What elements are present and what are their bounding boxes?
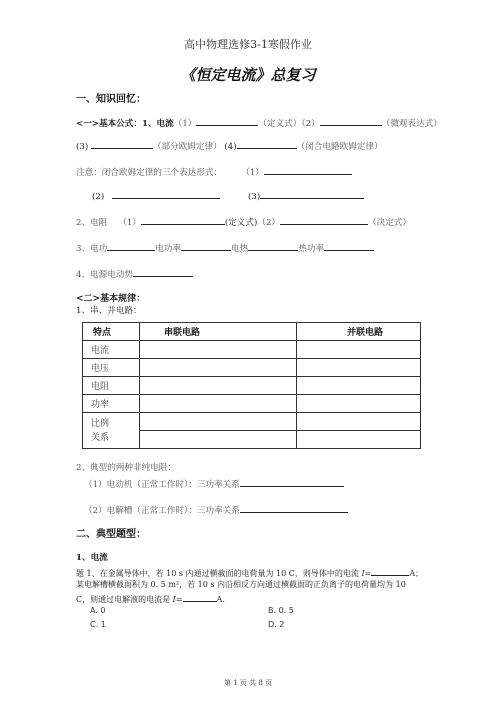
- motor-blank[interactable]: [240, 477, 344, 487]
- resistance-label: 2、电阻: [76, 218, 108, 228]
- cell-line: [84, 503, 348, 517]
- note-blank-3[interactable]: [260, 189, 364, 199]
- table-cell[interactable]: [297, 377, 421, 395]
- table-cell[interactable]: [297, 359, 421, 377]
- table-cell[interactable]: [140, 341, 297, 359]
- ratio-line-2: 关系: [91, 432, 110, 443]
- q1-text-a: 题 1、在金属导体中，若 10 s 内通过横截面的电荷量为 10 C，则导体中的电流: [76, 569, 359, 578]
- circuit-table: [82, 322, 421, 449]
- emf-label: 4、电源电动势: [76, 270, 134, 280]
- blank-2[interactable]: [320, 116, 382, 126]
- resistance-note-2: （决定式）: [368, 218, 411, 228]
- table-cell[interactable]: [297, 413, 421, 431]
- resistance-blank-2[interactable]: [280, 215, 368, 225]
- blank-4[interactable]: [237, 139, 297, 149]
- note-line: [76, 165, 352, 179]
- q1-text-c: C，则通过电解液的电流是: [76, 595, 171, 604]
- table-row: [83, 395, 421, 413]
- motor-label: （1）电动机（正常工作时）：三功率关系: [84, 480, 240, 490]
- note-line-2: [92, 189, 220, 203]
- blank-note-3: （部分欧姆定律）: [152, 142, 222, 152]
- table-cell[interactable]: [140, 431, 297, 449]
- nonpure-label: 2、典型的两种非纯电阻：: [76, 463, 176, 473]
- blank-note-2: （微观表达式）: [381, 119, 442, 129]
- col-header-feature: 特点: [83, 323, 140, 341]
- table-row: [83, 341, 421, 359]
- section-knowledge-heading: 一、知识回忆：: [76, 94, 146, 105]
- resistance-label-2: （2）: [257, 218, 280, 228]
- q1-var-i-2: I=: [172, 595, 183, 604]
- row-label-power: 功率: [83, 395, 140, 413]
- ratio-line-1: 比例: [91, 418, 110, 429]
- question-1-line-2: 某电解槽横截面积为 0. 5 m²，若 10 s 内沿相反方向通过横截面的正负离子的电荷量均为 10: [76, 580, 406, 589]
- note-blank-2[interactable]: [112, 189, 220, 199]
- option-c[interactable]: C. 1: [90, 620, 106, 629]
- q1-var-i: I=: [361, 569, 372, 578]
- note-label-3: (3): [248, 192, 261, 202]
- laws-heading: <二>基本规律：: [76, 294, 146, 304]
- q1-unit-1: A；: [409, 569, 424, 578]
- resistance-note-1: (定义式): [224, 218, 258, 228]
- question-1-line-1: [76, 566, 423, 579]
- blank-3[interactable]: [91, 139, 153, 149]
- resistance-label-1: （1）: [118, 218, 141, 228]
- motor-line: [84, 477, 344, 491]
- col-header-parallel: 并联电路: [297, 323, 421, 341]
- note-blank-1[interactable]: [264, 165, 352, 175]
- row-label-voltage: 电压: [83, 359, 140, 377]
- question-1-line-3: [76, 592, 225, 605]
- table-row: [83, 377, 421, 395]
- note-label-1: （1）: [241, 168, 264, 178]
- table-cell[interactable]: [140, 377, 297, 395]
- resistance-line: [76, 215, 411, 229]
- cell-blank[interactable]: [240, 503, 348, 513]
- table-cell[interactable]: [140, 413, 297, 431]
- q1-unit-2: A.: [216, 595, 225, 604]
- section-problems-heading: 二、典型题型：: [76, 529, 146, 540]
- blank-label-1: （1）: [173, 119, 197, 129]
- option-b[interactable]: B. 0. 5: [268, 606, 294, 615]
- table-header-row: [83, 323, 421, 341]
- blank-label-2: （2）: [301, 119, 320, 129]
- q1-blank-2[interactable]: [183, 592, 217, 602]
- emf-blank[interactable]: [133, 267, 193, 277]
- resistance-blank-1[interactable]: [141, 215, 225, 225]
- table-cell[interactable]: [297, 395, 421, 413]
- table-cell[interactable]: [140, 359, 297, 377]
- work-blank[interactable]: [107, 241, 155, 251]
- page-title: 《恒定电流》总复习: [180, 66, 316, 84]
- formula-line-2: [76, 139, 383, 153]
- note-line-3: [248, 189, 364, 203]
- option-d[interactable]: D. 2: [268, 620, 285, 629]
- formula-line-1: [76, 116, 442, 130]
- basic-formula-label: <一>基本公式：1、电流: [76, 119, 174, 129]
- work-label: 3、电功: [76, 244, 108, 254]
- table-row: [83, 359, 421, 377]
- note-label-2: (2): [92, 192, 105, 202]
- cell-label: （2）电解槽（正常工作时）：三功率关系: [84, 506, 240, 516]
- blank-note-4: （闭合电路欧姆定律）: [296, 142, 383, 152]
- table-row: [83, 413, 421, 431]
- current-subheading: 1、电流: [76, 553, 108, 563]
- row-label-current: 电流: [83, 341, 140, 359]
- blank-label-4: (4): [224, 142, 237, 152]
- row-label-resistance: 电阻: [83, 377, 140, 395]
- table-cell[interactable]: [297, 341, 421, 359]
- heatpower-blank[interactable]: [324, 241, 374, 251]
- heat-blank[interactable]: [248, 241, 298, 251]
- series-parallel-label: 1、串、并电路：: [76, 306, 142, 316]
- blank-1[interactable]: [196, 116, 258, 126]
- row-label-ratio: [83, 413, 140, 449]
- page-header: 高中物理选修3-1寒假作业: [184, 38, 312, 51]
- blank-label-3: (3): [76, 142, 89, 152]
- q1-blank-1[interactable]: [371, 566, 409, 576]
- heatpower-label: 热功率: [298, 244, 325, 254]
- emf-line: [76, 267, 193, 281]
- col-header-series: 串联电路: [140, 323, 297, 341]
- heat-label: 电热: [231, 244, 249, 254]
- page-footer: 第 1 页 共 8 页: [223, 679, 273, 687]
- table-cell[interactable]: [297, 431, 421, 449]
- option-a[interactable]: A. 0: [90, 606, 106, 615]
- power-label: 电功率: [155, 244, 182, 254]
- work-line: [76, 241, 374, 255]
- table-cell[interactable]: [140, 395, 297, 413]
- note-label: 注意：闭合欧姆定律的三个表达形式：: [76, 168, 223, 178]
- blank-note-1: （定义式）: [258, 119, 302, 129]
- power-blank[interactable]: [181, 241, 231, 251]
